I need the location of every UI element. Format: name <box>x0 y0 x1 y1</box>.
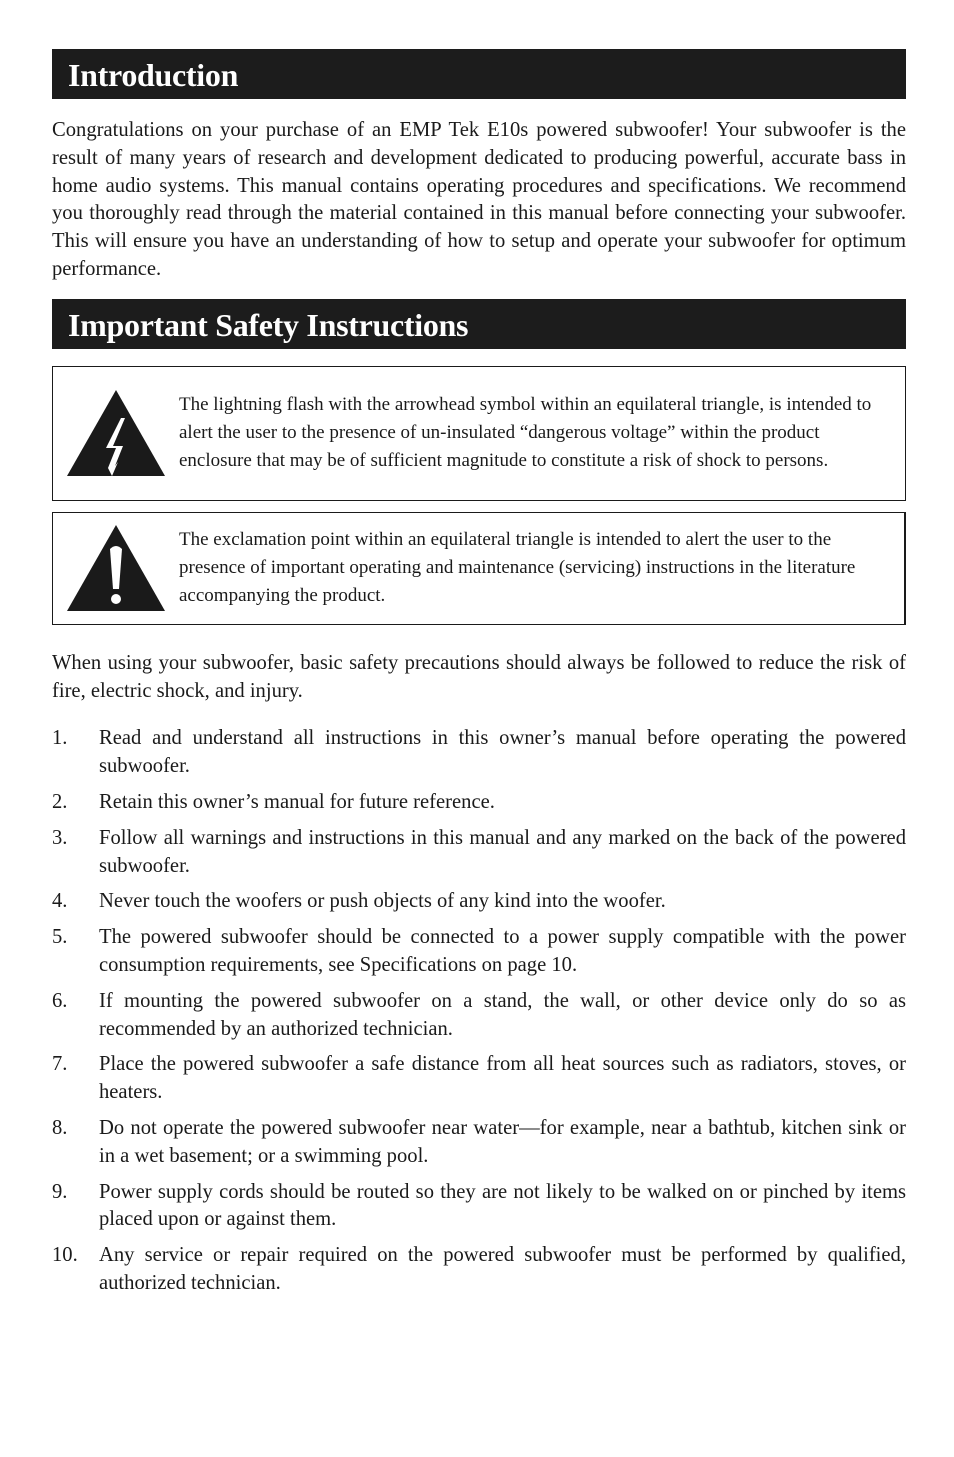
list-item-number: 7. <box>52 1053 68 1076</box>
list-item-text: The powered subwoofer should be connected to a power supply compatible with the power consumption requirements, see Specifications on page 10. <box>99 926 906 976</box>
list-item-number: 8. <box>52 1116 68 1139</box>
list-item-text: Power supply cords should be routed so they are not likely to be walked on or pinched by items placed upon or against them. <box>99 1180 906 1231</box>
exclamation-warning-text: The exclamation point within an equilateral triangle is intended to alert the user to the presence of important operating and maintenance (servicing) instructions in the literature accompanying the product. <box>179 529 856 607</box>
list-item-number: 5. <box>52 926 68 949</box>
list-item-number: 9. <box>52 1180 68 1203</box>
list-item-text: Follow all warnings and instructions in this manual and any marked on the back of the powered subwoofer. <box>99 826 906 877</box>
list-item <box>52 1179 906 1235</box>
lightning-warning-box <box>52 366 906 501</box>
list-item-text: Do not operate the powered subwoofer near water—for example, near a bathtub, kitchen sink or in a wet basement; or a swimming pool. <box>99 1116 906 1167</box>
list-item-number: 10. <box>52 1244 78 1267</box>
list-item-number: 3. <box>52 826 68 849</box>
list-item <box>52 725 906 781</box>
list-item <box>52 988 906 1044</box>
list-item-text: Never touch the woofers or push objects of any kind into the woofer. <box>99 890 666 913</box>
list-item <box>52 924 906 980</box>
list-item <box>52 789 906 817</box>
list-item <box>52 1242 906 1298</box>
list-item <box>52 1115 906 1171</box>
exclamation-warning-box <box>52 512 906 625</box>
list-item-number: 1. <box>52 727 68 750</box>
list-item-number: 4. <box>52 890 68 913</box>
lightning-warning-icon <box>53 388 179 478</box>
list-item <box>52 888 906 916</box>
list-item <box>52 1051 906 1107</box>
safety-instructions-list <box>52 725 906 1297</box>
list-item <box>52 825 906 881</box>
manual-page <box>52 49 906 1306</box>
list-item-text: Any service or repair required on the powered subwoofer must be performed by qualified, authorized technician. <box>99 1244 906 1294</box>
list-item-number: 2. <box>52 790 68 813</box>
list-item-text: If mounting the powered subwoofer on a stand, the wall, or other device only do so as recommended by an authorized technician. <box>99 989 906 1040</box>
list-item-text: Place the powered subwoofer a safe distance from all heat sources such as radiators, stoves, or heaters. <box>99 1053 906 1104</box>
safety-heading: Important Safety Instructions <box>52 299 906 349</box>
list-item-text: Read and understand all instructions in this owner’s manual before operating the powered subwoofer. <box>99 727 906 778</box>
exclamation-warning-icon <box>53 523 179 613</box>
list-item-text: Retain this owner’s manual for future reference. <box>99 790 495 813</box>
lightning-warning-text: The lightning flash with the arrowhead symbol within an equilateral triangle, is intended to alert the user to the presence of un-insulated “dangerous voltage” within the product enclosure that may be of sufficient magnitude to constitute a risk of shock to persons. <box>179 394 872 472</box>
introduction-heading: Introduction <box>52 49 906 99</box>
safety-precaution-paragraph: When using your subwoofer, basic safety precautions should always be followed to reduce the risk of fire, electric shock, and injury. <box>52 651 906 702</box>
list-item-number: 6. <box>52 989 68 1012</box>
introduction-paragraph: Congratulations on your purchase of an EMP Tek E10s powered subwoofer! Your subwoofer is the result of many years of research and development dedicated to producing powerful, accurate bass in home audio systems. This manual contains operating procedures and specifications. We recommend you thoroughly read through the material contained in this manual before connecting your subwoofer. This will ensure you have an understanding of how to setup and operate your subwoofer for optimum performance. <box>52 119 906 280</box>
